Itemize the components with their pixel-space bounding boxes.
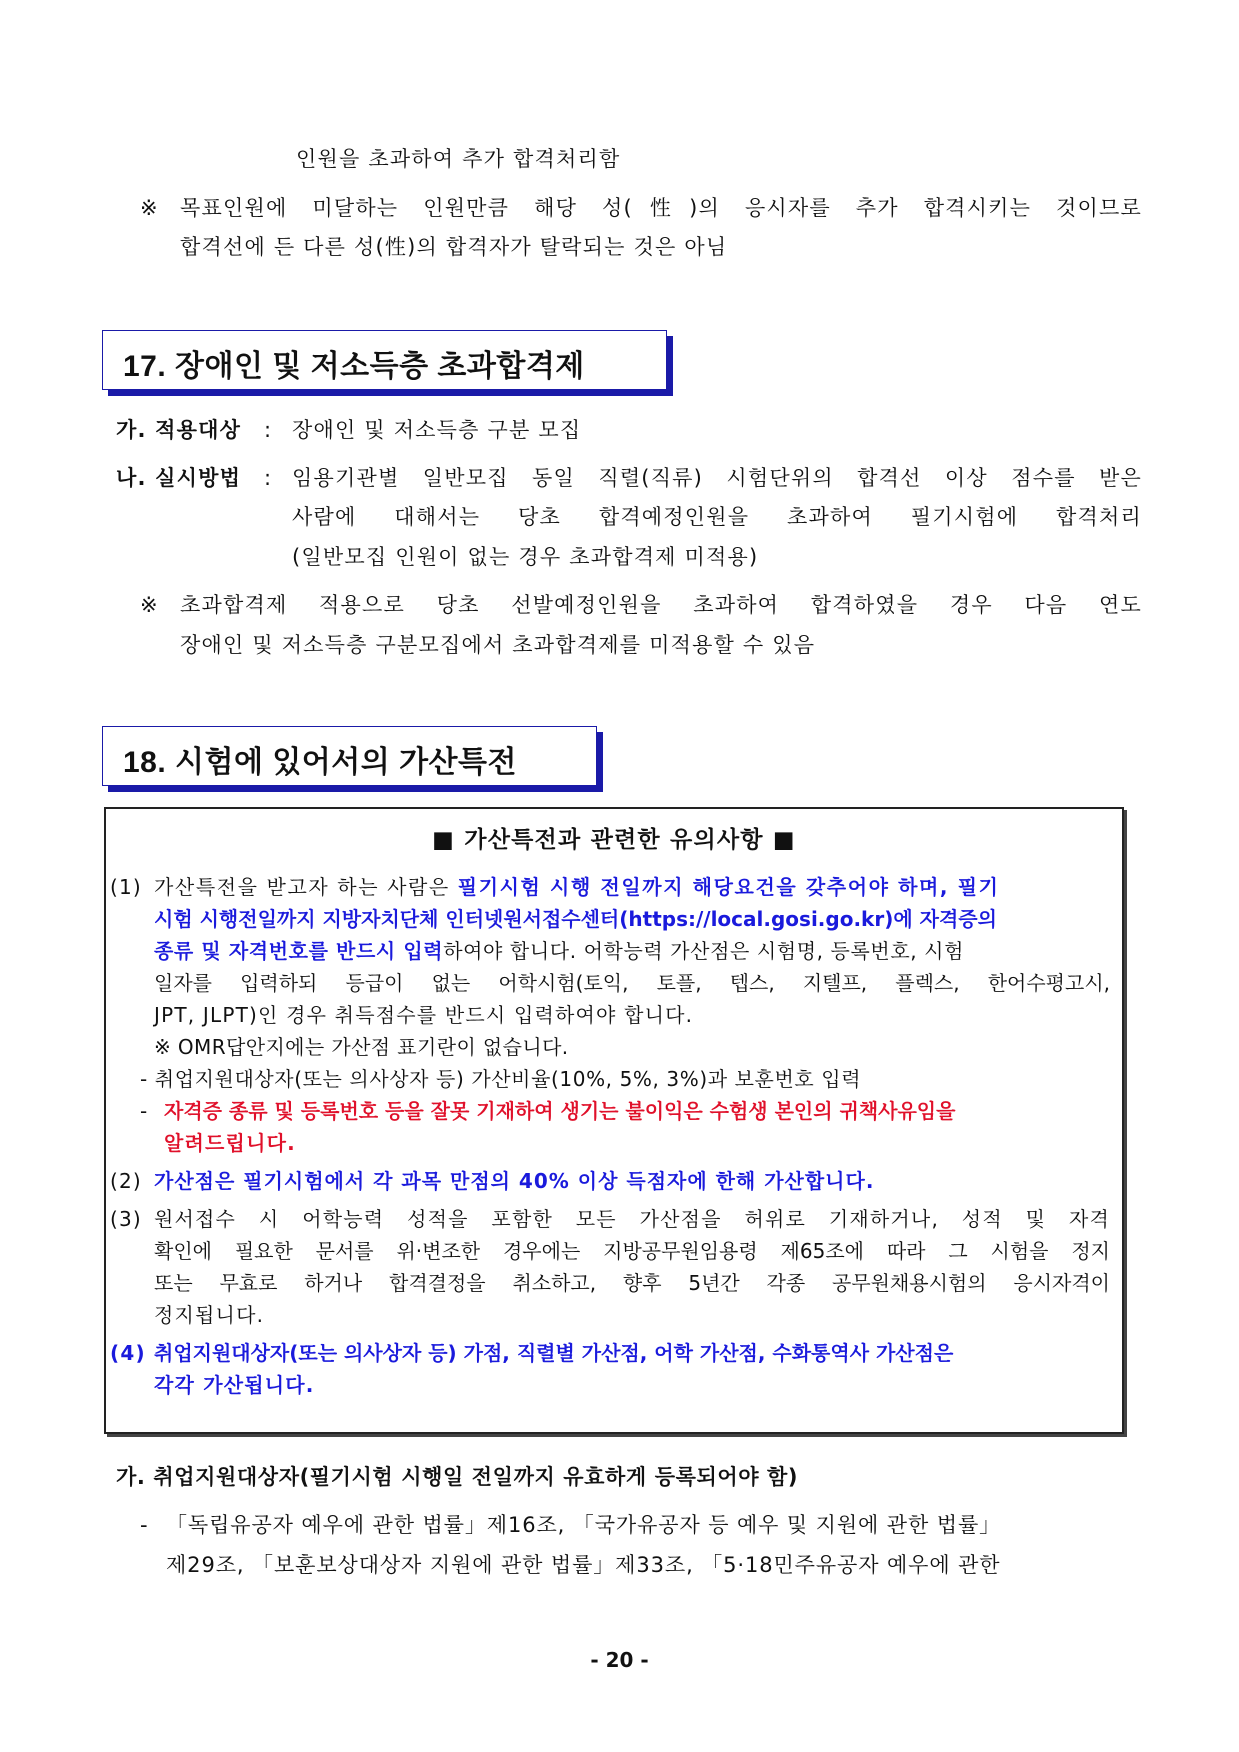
note-mark: ※ (140, 196, 159, 220)
item-b-line: 사람에 대해서는 당초 합격예정인원을 초과하여 필기시험에 합격처리 (292, 505, 1142, 529)
notice-4-line: 취업지원대상자(또는 의사상자 등) 가점, 직렬별 가산점, 어학 가산점, 수화통역사 가산점은 (154, 1341, 954, 1365)
notice-box-title: ■ 가산특전과 관련한 유의사항 ■ (432, 827, 796, 853)
section-18-header (102, 726, 597, 786)
section-18-title: 18. 시험에 있어서의 가산특전 (123, 746, 517, 779)
notice-4-line: 각각 가산됩니다. (154, 1373, 315, 1397)
item-number: (4) (110, 1341, 146, 1365)
section-17-title: 17. 장애인 및 저소득층 초과합격제 (123, 350, 585, 383)
notice-3-line: 원서접수 시 어학능력 성적을 포함한 모든 가산점을 허위로 기재하거나, 성적 및 자격 (154, 1207, 1110, 1231)
item-number: (1) (110, 875, 142, 899)
notice-3-line: 정지됩니다. (154, 1303, 265, 1327)
item-b-line: 임용기관별 일반모집 동일 직렬(직류) 시험단위의 합격선 이상 점수를 받은 (292, 466, 1142, 490)
notice-1-line: 시험 시행전일까지 지방자치단체 인터넷원서접수센터(https://local.gosi.go.kr)에 자격증의 (154, 907, 997, 931)
item-b-label: 나. 실시방법 (116, 466, 242, 490)
notice-3-line: 확인에 필요한 문서를 위·변조한 경우에는 지방공무원임용령 제65조에 따라 그 시험을 정지 (154, 1239, 1110, 1263)
notice-1-line (154, 872, 1000, 902)
subsection-heading: 가. 취업지원대상자(필기시험 시행일 전일까지 유효하게 등록되어야 함) (116, 1465, 799, 1489)
intro-note-line: 목표인원에 미달하는 인원만큼 해당 성(性)의 응시자를 추가 합격시키는 것이므로 (180, 196, 1142, 220)
law-line: 제29조, 「보훈보상대상자 지원에 관한 법률」제33조, 「5·18민주유공자 예우에 관한 (166, 1553, 1001, 1577)
dash-mark: - (140, 1513, 149, 1537)
notice-1-text: 가산특전을 받고자 하는 사람은 (154, 875, 458, 899)
law-line: 「독립유공자 예우에 관한 법률」제16조, 「국가유공자 등 예우 및 지원에 관한 법률」 (166, 1513, 1002, 1537)
notice-1-dash-item: - 취업지원대상자(또는 의사상자 등) 가산비율(10%, 5%, 3%)과 보훈번호 입력 (140, 1067, 862, 1091)
item-b-colon: : (264, 466, 273, 490)
item-a-text: 장애인 및 저소득층 구분 모집 (292, 418, 582, 442)
item-number: (3) (110, 1207, 142, 1231)
sec17-note-line: 초과합격제 적용으로 당초 선발예정인원을 초과하여 합격하였을 경우 다음 연도 (180, 593, 1142, 617)
note-mark: ※ (140, 593, 159, 617)
sec17-note-line: 장애인 및 저소득층 구분모집에서 초과합격제를 미적용할 수 있음 (180, 633, 816, 657)
notice-2-text: 가산점은 필기시험에서 각 과목 만점의 40% 이상 득점자에 한해 가산합니다. (154, 1169, 875, 1193)
notice-1-warning: 자격증 종류 및 등록번호 등을 잘못 기재하여 생기는 불이익은 수험생 본인의 귀책사유임을 (164, 1099, 956, 1123)
intro-line: 인원을 초과하여 추가 합격처리함 (296, 147, 621, 171)
notice-1-warning: 알려드립니다. (164, 1131, 296, 1155)
item-number: (2) (110, 1169, 142, 1193)
notice-1-line: JPT, JLPT)인 경우 취득점수를 반드시 입력하여야 합니다. (154, 1003, 694, 1027)
dash-mark: - (140, 1099, 149, 1123)
notice-box (104, 807, 1124, 1434)
notice-1-emphasis: 종류 및 자격번호를 반드시 입력 (154, 939, 444, 963)
page-number: - 20 - (590, 1648, 649, 1672)
item-a-colon: : (264, 418, 273, 442)
notice-1-line: 일자를 입력하되 등급이 없는 어학시험(토익, 토플, 텝스, 지텔프, 플렉스, 한어수평고시, (154, 971, 1110, 995)
section-17-header (102, 330, 667, 390)
item-a-label: 가. 적용대상 (116, 418, 242, 442)
notice-1-emphasis: 필기시험 시행 전일까지 해당요건을 갖추어야 하며, 필기 (457, 875, 1000, 899)
notice-1-line (154, 936, 964, 966)
notice-1-subnote: ※ OMR답안지에는 가산점 표기란이 없습니다. (154, 1035, 569, 1059)
item-b-line: (일반모집 인원이 없는 경우 초과합격제 미적용) (292, 545, 759, 569)
notice-3-line: 또는 무효로 하거나 합격결정을 취소하고, 향후 5년간 각종 공무원채용시험의 응시자격이 (154, 1271, 1110, 1295)
notice-1-text: 하여야 합니다. 어학능력 가산점은 시험명, 등록번호, 시험 (443, 939, 964, 963)
intro-note-line: 합격선에 든 다른 성(性)의 합격자가 탈락되는 것은 아님 (180, 235, 728, 259)
